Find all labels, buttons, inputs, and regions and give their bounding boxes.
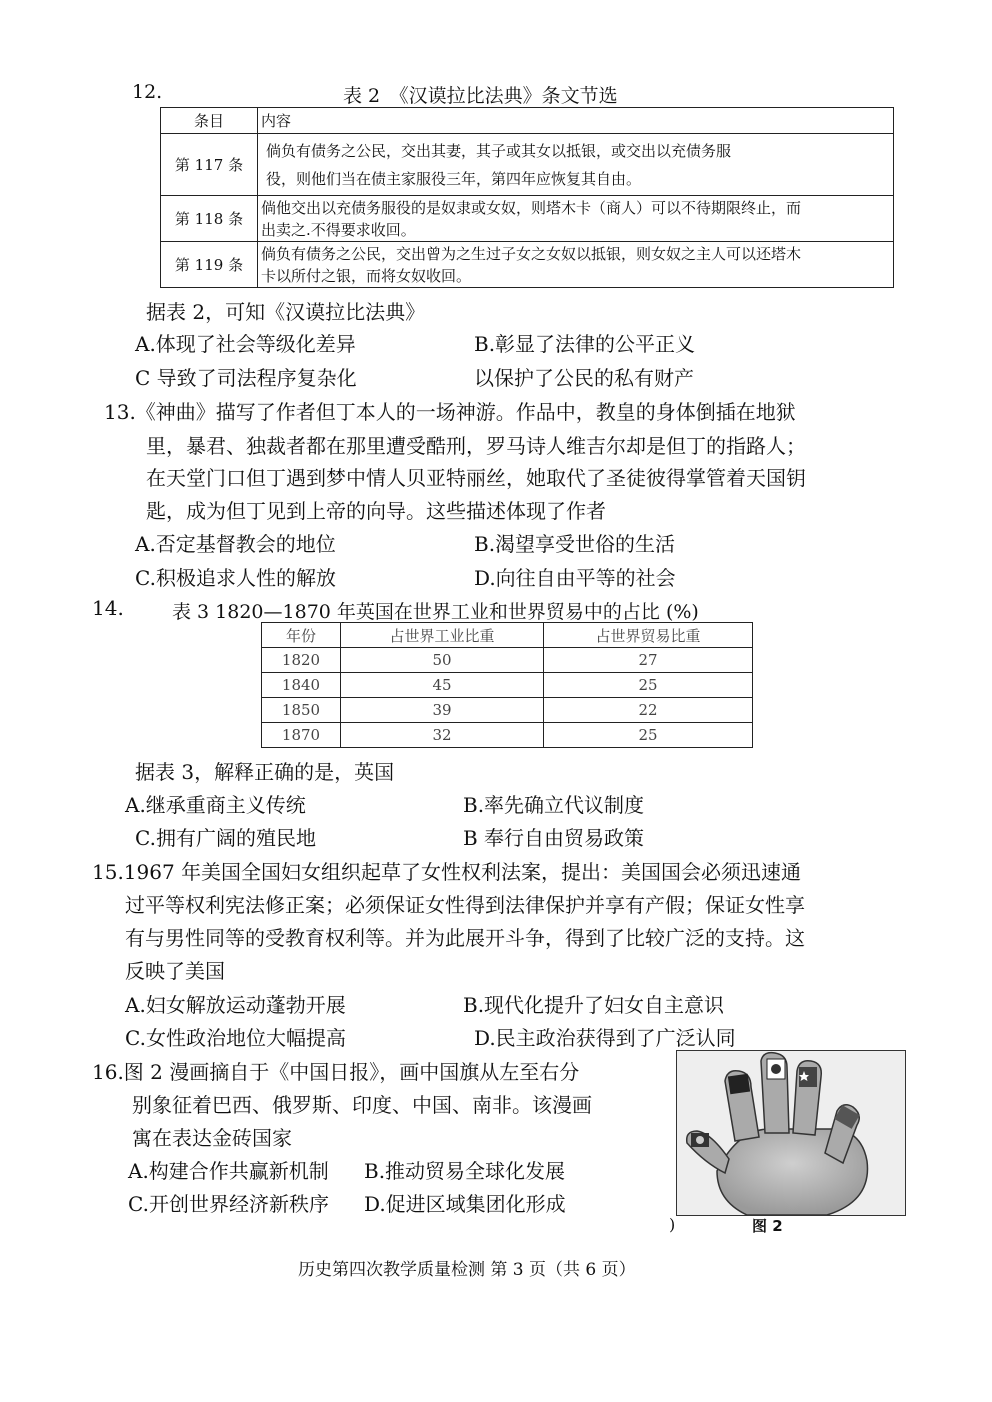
table-cell-line: 倘负有债务之公民，交出曾为之生过子女之女奴以抵银，则女奴之主人可以还塔木 [261,244,802,263]
q14-option-c: C.拥有广阔的殖民地 [135,826,316,850]
table-cell-line: 出卖之.不得要求收回。 [261,220,416,239]
page-footer: 历史第四次教学质量检测 第 3 页（共 6 页） [298,1260,636,1280]
flag-brazil-icon [728,1074,750,1095]
table-cell: 25 [544,673,753,698]
britain-share-table [261,622,753,748]
q16-line: 寓在表达金砖国家 [132,1126,292,1150]
table-cell: 25 [544,723,753,748]
table-cell-line: 卡以所付之银，而将女奴收回。 [261,266,472,285]
q15-option-a: A.妇女解放运动蓬勃开展 [125,993,346,1017]
table-header: 内容 [258,108,894,134]
brics-hand-cartoon [676,1050,906,1216]
q15-line: 反映了美国 [125,959,225,983]
q13-line: 匙，成为但丁见到上帝的向导。这些描述体现了作者 [146,499,606,523]
q14-table-title: 表 3 1820—1870 年英国在世界工业和世界贸易中的占比 (%) [172,601,699,623]
table-row [262,723,753,748]
q16-option-c: C.开创世界经济新秩序 [128,1192,329,1216]
table-cell: 1820 [262,648,341,673]
q16-line: 16.图 2 漫画摘自于《中国日报》，画中国旗从左至右分 [92,1060,580,1084]
q13-line: 13.《神曲》描写了作者但丁本人的一场神游。作品中，教皇的身体倒插在地狱 [104,400,796,424]
q13-option-c: C.积极追求人性的解放 [135,566,336,590]
q16-option-b: B.推动贸易全球化发展 [364,1159,566,1183]
table-cell: 39 [341,698,544,723]
q14-option-d: B 奉行自由贸易政策 [463,826,645,850]
table-header: 条目 [161,108,258,134]
table-header: 年份 [262,623,341,648]
q15-line: 有与男性同等的受教育权利等。并为此展开斗争，得到了比较广泛的支持。这 [125,926,805,950]
hammurabi-table [160,107,894,288]
hand-illustration [677,1051,905,1215]
table-cell: 第 118 条 [161,196,258,242]
q16-option-a: A.构建合作共赢新机制 [128,1159,329,1183]
table-cell: 22 [544,698,753,723]
table-cell-line: 倘负有债务之公民，交出其妻，其子或其女以抵银，或交出以充债务服 [266,141,732,160]
q13-line: 在天堂门口但丁遇到梦中情人贝亚特丽丝，她取代了圣徒彼得掌管着天国钥 [146,466,806,490]
q13-line: 里，暴君、独裁者都在那里遭受酷刑，罗马诗人维吉尔却是但丁的指路人； [146,434,806,458]
q13-option-d: D.向往自由平等的社会 [474,566,676,590]
q14-option-a: A.继承重商主义传统 [125,793,306,817]
q12-number: 12. [132,81,163,103]
q16-option-d: D.促进区域集团化形成 [364,1192,566,1216]
table-cell: 1850 [262,698,341,723]
table-row [161,196,894,242]
q13-option-a: A.否定基督教会的地位 [135,532,336,556]
table-row [262,698,753,723]
table-cell: 第 117 条 [161,134,258,196]
q13-option-b: B.渴望享受世俗的生活 [474,532,676,556]
q12-table-title: 表 2 《汉谟拉比法典》条文节选 [343,85,618,107]
table-cell-line: 倘他交出以充债务服役的是奴隶或女奴，则塔木卡（商人）可以不待期限终止，而 [261,198,802,217]
table-cell: 50 [341,648,544,673]
q15-option-c: C.女性政治地位大幅提高 [125,1026,346,1050]
table-cell: 45 [341,673,544,698]
table-row [161,242,894,288]
q14-option-b: B.率先确立代议制度 [463,793,645,817]
table-row [262,648,753,673]
figure-caption: 图 2 [752,1217,783,1235]
q14-number: 14. [92,596,124,620]
table-cell: 1870 [262,723,341,748]
q16-line: 别象征着巴西、俄罗斯、印度、中国、南非。该漫画 [132,1093,592,1117]
table-cell: 32 [341,723,544,748]
q12-option-b: B.彰显了法律的公平正义 [474,332,696,356]
scan-mark: ) [669,1215,676,1234]
q15-line: 15.1967 年美国全国妇女组织起草了女性权利法案，提出：美国国会必须迅速通 [92,860,802,884]
q15-line: 过平等权利宪法修正案；必须保证女性得到法律保护并享有产假；保证女性享 [125,893,805,917]
q14-stem: 据表 3，解释正确的是，英国 [135,760,395,784]
q12-stem: 据表 2，可知《汉谟拉比法典》 [146,300,426,324]
table-cell: 第 119 条 [161,242,258,288]
table-cell: 27 [544,648,753,673]
q12-option-d: 以保护了公民的私有财产 [474,366,694,390]
table-cell-line: 役，则他们当在债主家服役三年，第四年应恢复其自由。 [266,169,642,188]
table-header: 占世界贸易比重 [544,623,753,648]
table-header: 占世界工业比重 [341,623,544,648]
q12-option-c: C 导致了司法程序复杂化 [135,366,357,390]
table-row [161,134,894,196]
q12-option-a: A.体现了社会等级化差异 [135,332,356,356]
q15-option-d: D.民主政治获得到了广泛认同 [474,1026,736,1050]
table-row [262,673,753,698]
table-cell: 1840 [262,673,341,698]
q15-option-b: B.现代化提升了妇女自主意识 [463,993,725,1017]
